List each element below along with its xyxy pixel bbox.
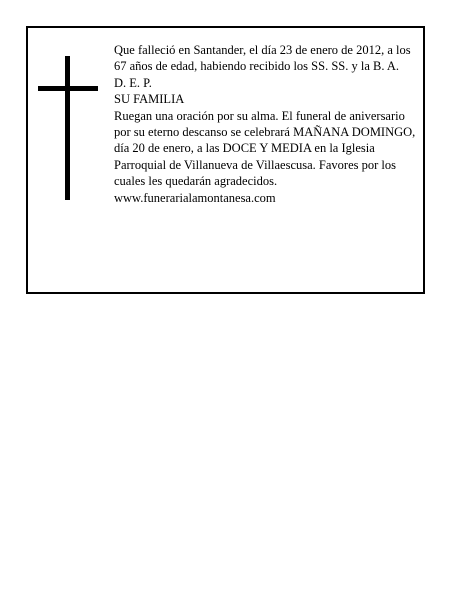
- funeral-details: Ruegan una oración por su alma. El funeral de aniversario por su eterno descanso se celebrará MAÑANA DOMINGO, día 20 de enero, a las DOCE Y MEDIA en la Iglesia Parroquial de Villanueva de Villaescusa. Favores por los cuales les quedarán agradecidos.: [114, 108, 416, 189]
- latin-cross-icon: [38, 56, 98, 200]
- cross-horizontal-bar: [38, 86, 98, 91]
- funeral-home-website: www.funerarialamontanesa.com: [114, 190, 276, 205]
- death-announcement: Que falleció en Santander, el día 23 de enero de 2012, a los 67 años de edad, habiendo recibido los SS. SS. y la B. A.: [114, 43, 411, 74]
- obituary-notice: [26, 26, 425, 294]
- cross-vertical-bar: [65, 56, 70, 200]
- family-signature: SU FAMILIA: [114, 92, 185, 107]
- rest-in-peace: D. E. P.: [114, 75, 152, 90]
- notice-text: [114, 42, 422, 206]
